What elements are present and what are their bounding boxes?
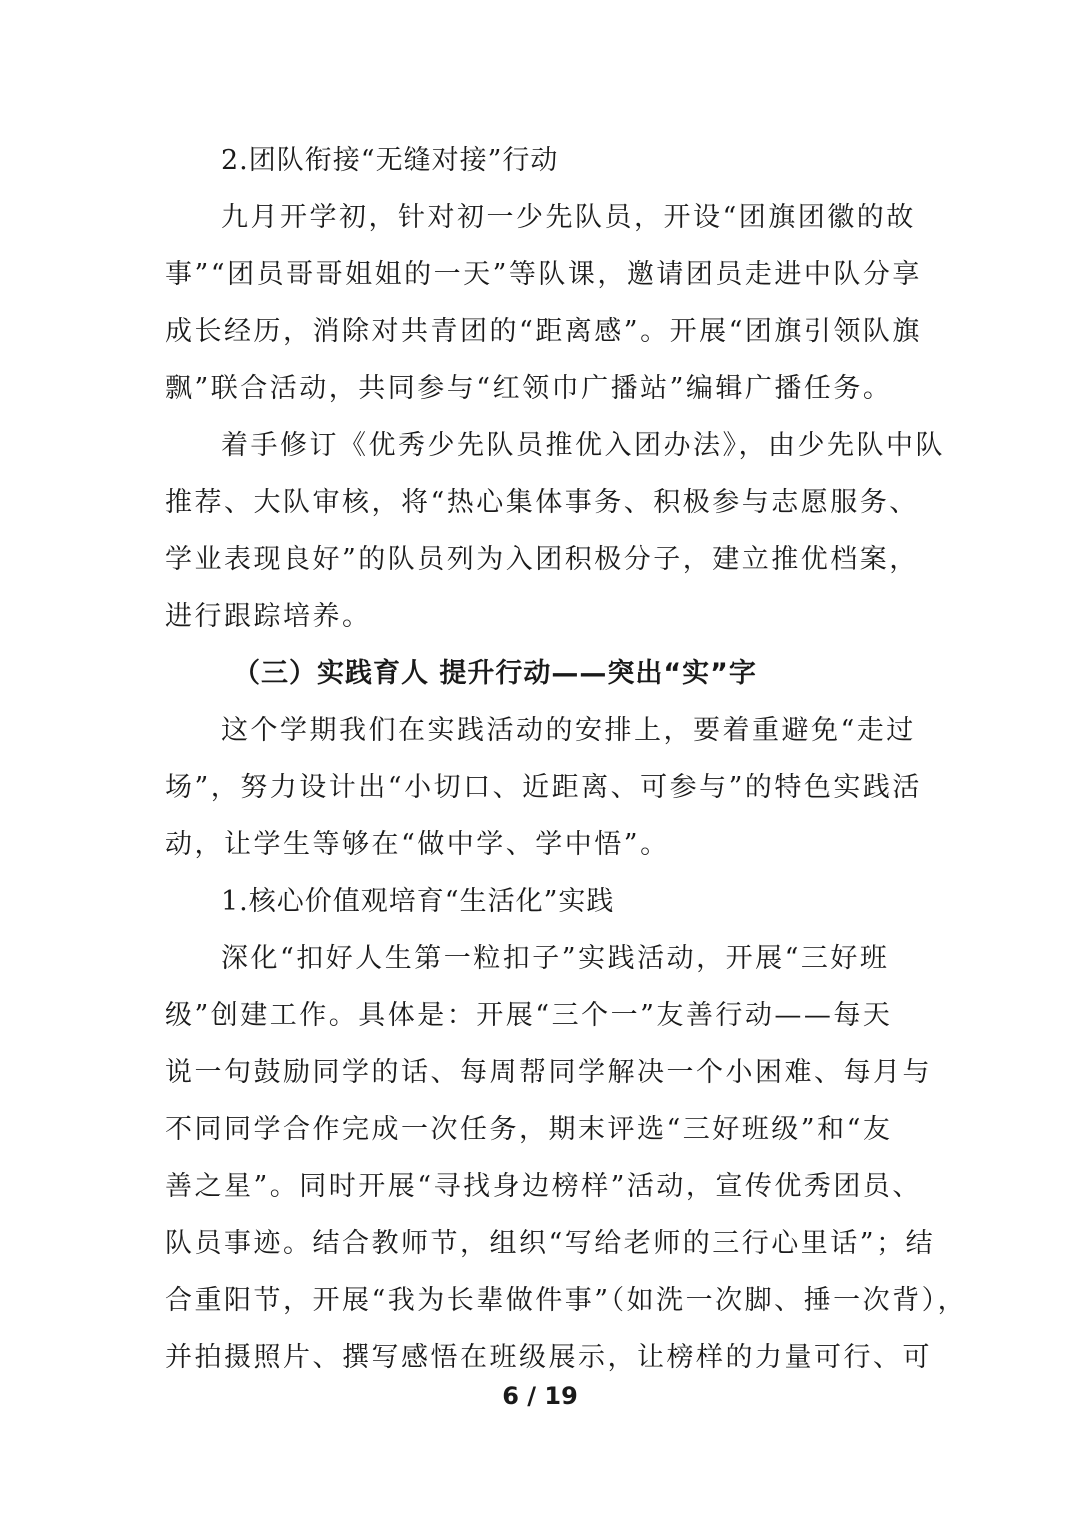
paragraph-line: 场”，努力设计出“小切口、近距离、可参与”的特色实践活 [165,772,922,803]
document-body [165,132,968,1386]
paragraph-line: 这个学期我们在实践活动的安排上，要着重避免“走过 [221,715,916,746]
subheading-core-values: 1.核心价值观培育“生活化”实践 [221,886,615,917]
paragraph-line: 推荐、大队审核，将“热心集体事务、积极参与志愿服务、 [165,487,919,518]
paragraph-line: 着手修订《优秀少先队员推优入团办法》，由少先队中队 [221,430,945,461]
paragraph-line: 动，让学生等够在“做中学、学中悟”。 [165,829,670,860]
paragraph-line: 说一句鼓励同学的话、每周帮同学解决一个小困难、每月与 [165,1057,932,1088]
paragraph-line: 并拍摄照片、撰写感悟在班级展示，让榜样的力量可行、可 [165,1342,932,1373]
subheading-team-connection: 2.团队衔接“无缝对接”行动 [221,145,559,176]
paragraph-line: 合重阳节，开展“我为长辈做件事”（如洗一次脚、捶一次背）， [165,1285,968,1316]
paragraph-line: 进行跟踪培养。 [165,601,372,632]
paragraph-line: 深化“扣好人生第一粒扣子”实践活动，开展“三好班 [221,943,890,974]
paragraph-line: 队员事迹。结合教师节，组织“写给老师的三行心里话”；结 [165,1228,936,1259]
paragraph-line: 学业表现良好”的队员列为入团积极分子，建立推优档案， [165,544,919,575]
paragraph-line: 九月开学初，针对初一少先队员，开设“团旗团徽的故 [221,202,916,233]
paragraph-line: 成长经历，消除对共青团的“距离感”。开展“团旗引领队旗 [165,316,922,347]
paragraph-line: 飘”联合活动，共同参与“红领巾广播站”编辑广播任务。 [165,373,893,404]
paragraph-line: 善之星”。同时开展“寻找身边榜样”活动，宣传优秀团员、 [165,1171,922,1202]
section-heading-practice: （三）实践育人 提升行动——突出“实”字 [233,658,757,689]
page-number: 6 / 19 [502,1382,578,1410]
paragraph-line: 级”创建工作。具体是：开展“三个一”友善行动——每天 [165,1000,893,1031]
paragraph-line: 事”“团员哥哥姐姐的一天”等队课，邀请团员走进中队分享 [165,259,922,290]
paragraph-line: 不同同学合作完成一次任务，期末评选“三好班级”和“友 [165,1114,893,1145]
